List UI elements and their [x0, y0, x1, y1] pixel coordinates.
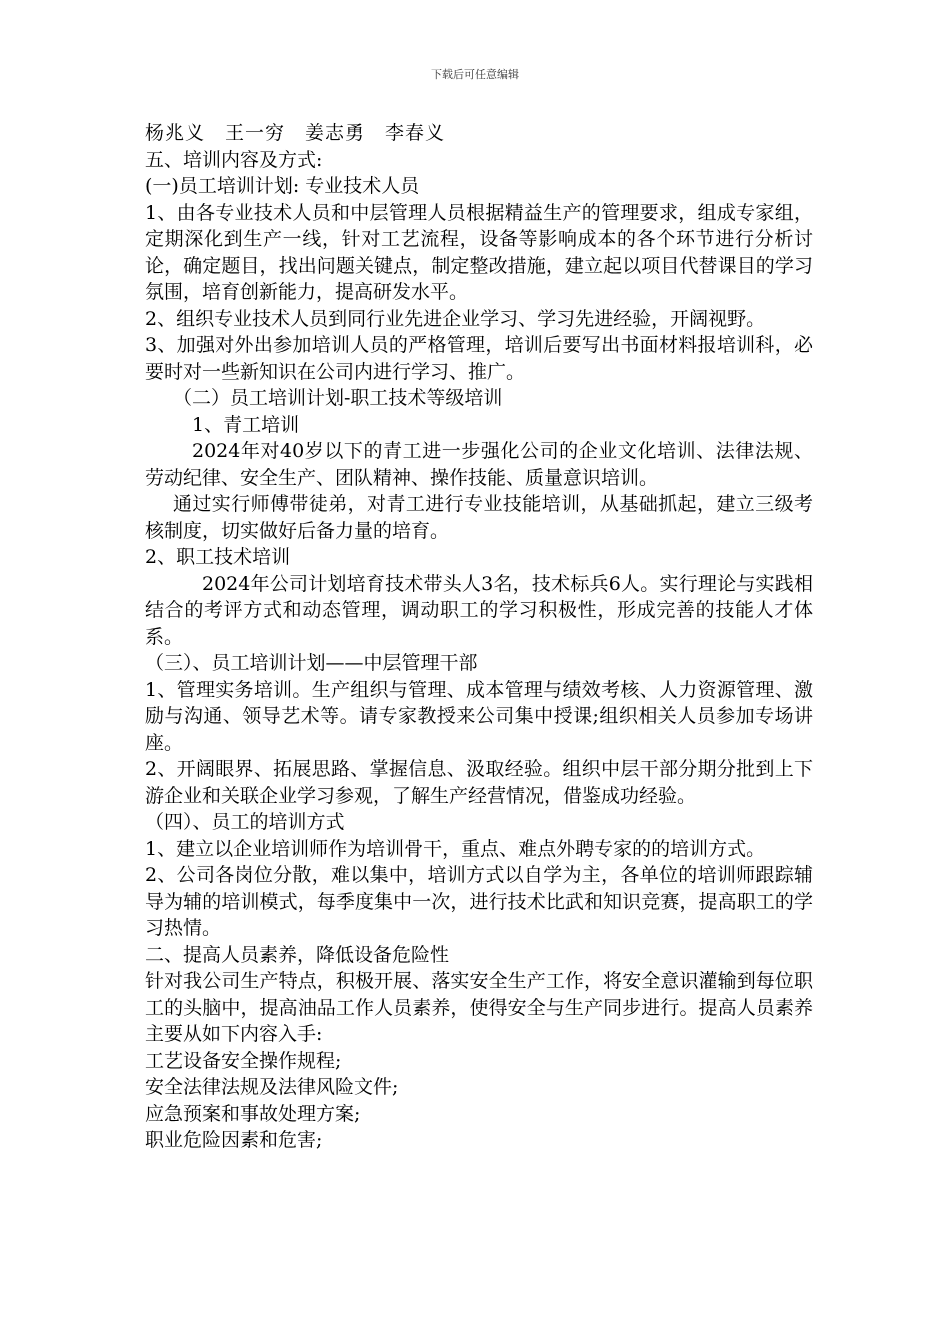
- sub2-item1-heading: 1、青工培训: [192, 413, 300, 436]
- list-item: 应急预案和事故处理方案;: [145, 1102, 361, 1125]
- list-item: 职业危险因素和危害;: [145, 1129, 323, 1151]
- list-item: 安全法律法规及法律风险文件;: [145, 1076, 399, 1098]
- sub4-paragraph-1: 1、建立以企业培训师作为培训骨干，重点、难点外聘专家的的培训方式。: [145, 837, 766, 860]
- list-item: 工艺设备安全操作规程;: [145, 1049, 342, 1072]
- sub1-title: (一)员工培训计划: 专业技术人员: [145, 175, 420, 197]
- sub1-paragraph-1: 1、由各专业技术人员和中层管理人员根据精益生产的管理要求，组成专家组，定期深化到生产一线，针对工艺流程，设备等影响成本的各个环节进行分析讨论，确定题目，找出问题关键点，制定整改措施，建立起以项目代替课目的学习氛围，培育创新能力，提高研发水平。: [145, 201, 813, 303]
- header-note: 下载后可任意编辑: [431, 68, 519, 81]
- section2-title: 二、提高人员素养，降低设备危险性: [145, 943, 450, 966]
- sub3-title: （三）、员工培训计划——中层管理干部: [145, 652, 478, 674]
- sub2-item2-heading: 2、职工技术培训: [145, 546, 291, 568]
- sub2-item1-paragraph-1: 2024年对40岁以下的青工进一步强化公司的企业文化培训、法律法规、劳动纪律、安全生产、团队精神、操作技能、质量意识培训。: [145, 440, 813, 489]
- section2-paragraph-1: 针对我公司生产特点，积极开展、落实安全生产工作，将安全意识灌输到每位职工的头脑中，提高油品工作人员素养，使得安全与生产同步进行。提高人员素养主要从如下内容入手:: [145, 970, 813, 1045]
- sub2-item2-paragraph-1: 2024年公司计划培育技术带头人3名，技术标兵6人。实行理论与实践相结合的考评方式和动态管理，调动职工的学习积极性，形成完善的技能人才体系。: [145, 572, 813, 648]
- sub4-paragraph-2: 2、公司各岗位分散，难以集中，培训方式以自学为主，各单位的培训师跟踪辅导为辅的培训模式，每季度集中一次，进行技术比武和知识竞赛，提高职工的学习热情。: [145, 864, 813, 939]
- section5-title: 五、培训内容及方式:: [145, 148, 323, 171]
- sub1-paragraph-2: 2、组织专业技术人员到同行业先进企业学习、学习先进经验，开阔视野。: [145, 307, 766, 330]
- sub2-title: （二）员工培训计划-职工技术等级培训: [173, 387, 503, 409]
- names-line: 杨兆义 王一穷 姜志勇 李春义: [145, 122, 446, 144]
- sub2-item1-paragraph-2: 通过实行师傅带徒弟，对青工进行专业技能培训，从基础抓起，建立三级考核制度，切实做好后备力量的培育。: [145, 493, 813, 542]
- document-body: [145, 120, 813, 1154]
- sub4-title: （四）、员工的培训方式: [145, 811, 345, 833]
- sub3-paragraph-1: 1、管理实务培训。生产组织与管理、成本管理与绩效考核、人力资源管理、激励与沟通、领导艺术等。请专家教授来公司集中授课;组织相关人员参加专场讲座。: [145, 678, 813, 754]
- sub1-paragraph-3: 3、加强对外出参加培训人员的严格管理，培训后要写出书面材料报培训科，必要时对一些新知识在公司内进行学习、推广。: [145, 334, 813, 383]
- sub3-paragraph-2: 2、开阔眼界、拓展思路、掌握信息、汲取经验。组织中层干部分期分批到上下游企业和关联企业学习参观，了解生产经营情况，借鉴成功经验。: [145, 758, 813, 807]
